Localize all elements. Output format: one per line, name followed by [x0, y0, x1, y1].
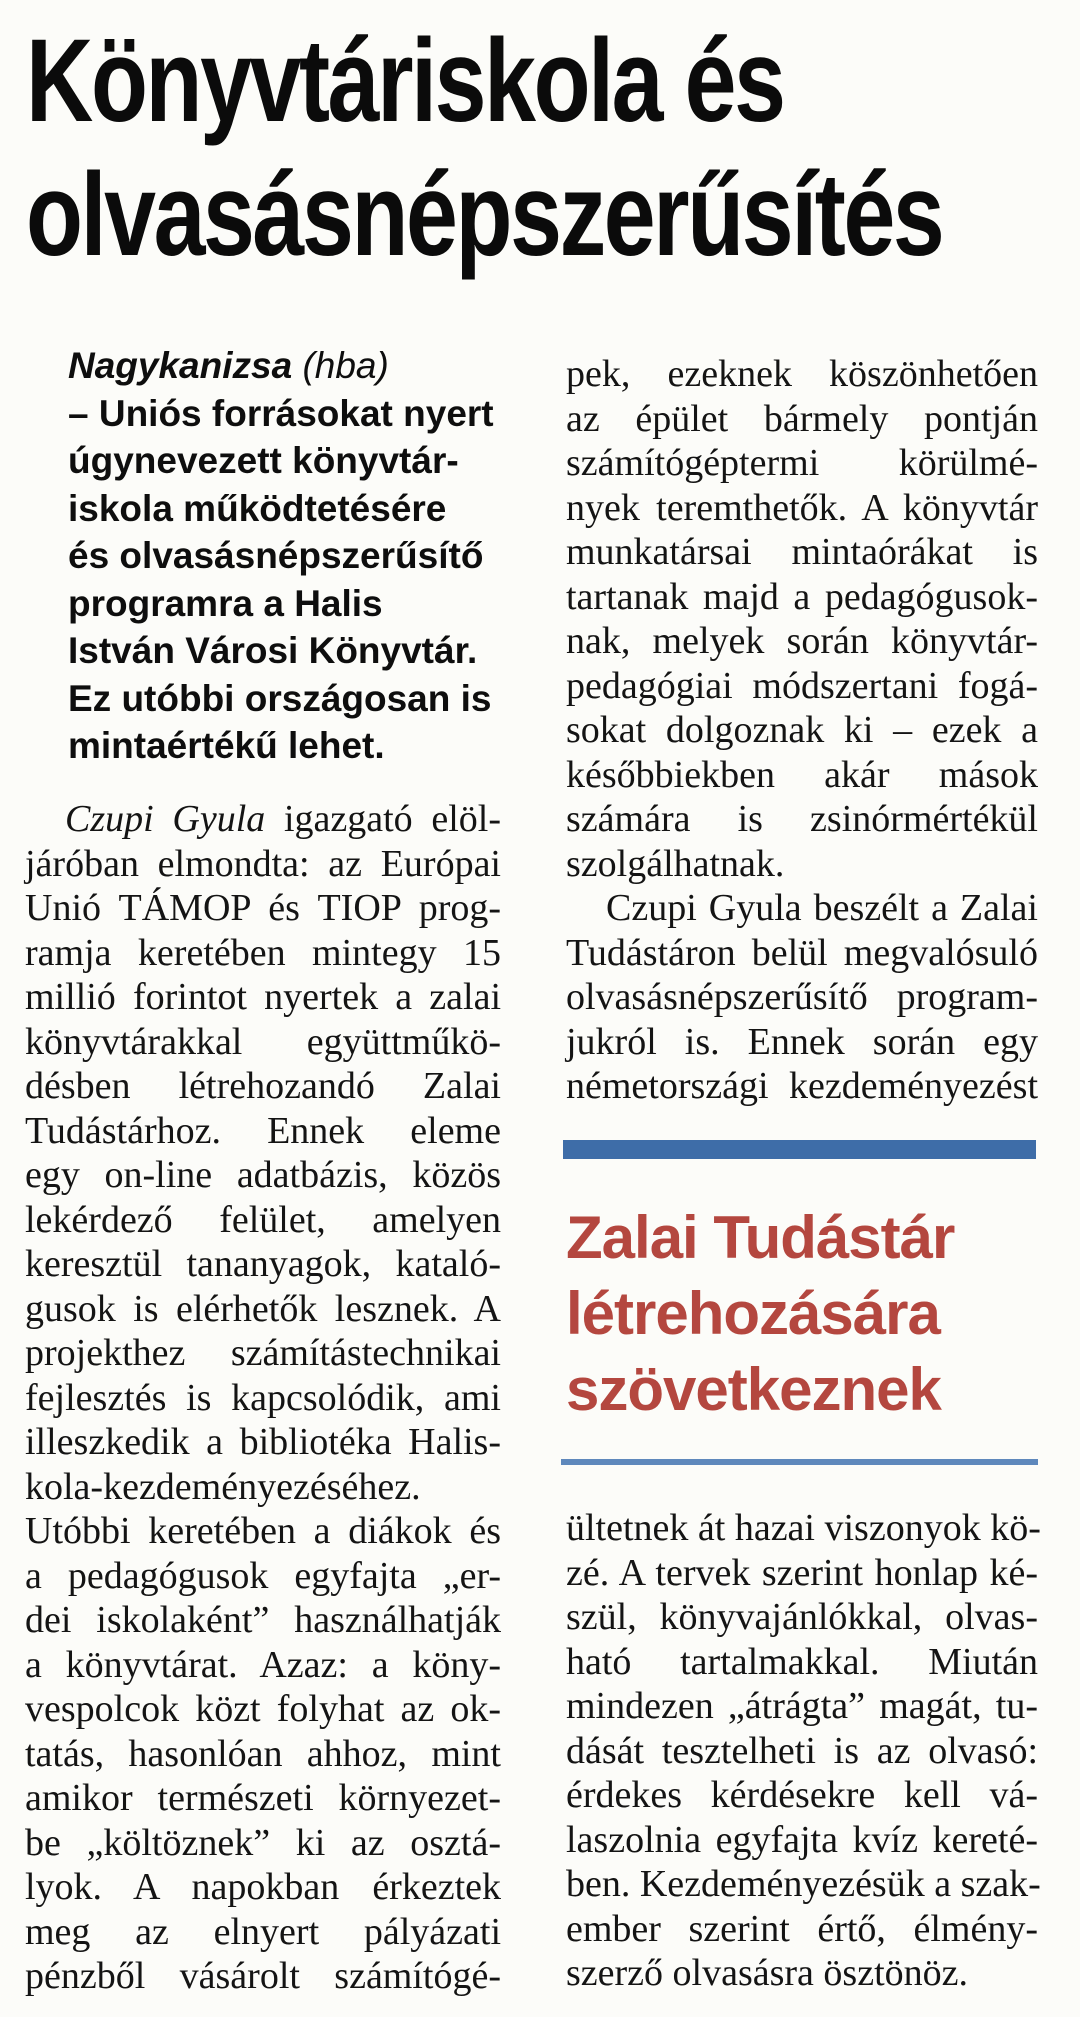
lead-byline: (hba): [302, 345, 389, 386]
text-line: Zalai Tudástár: [566, 1204, 955, 1271]
text-line: ültetnek át hazai viszonyok kö-: [566, 1507, 1041, 1549]
text-line: vespolcok közt folyhat az ok-: [25, 1688, 501, 1730]
text-line: számára is zsinórmértékül: [566, 798, 1038, 840]
text-line: – Uniós forrásokat nyert: [68, 392, 494, 434]
text-line: Czupi Gyula beszélt a Zalai: [606, 887, 1038, 929]
text-line: iskola működtetésére: [68, 487, 447, 529]
text-line: olvasásnépszerűsítő program-: [566, 976, 1038, 1018]
text-line: járóban elmondta: az Európai: [25, 842, 501, 885]
text-line: kola-kezdeményezéséhez.: [25, 1465, 421, 1508]
text-line: későbbiekben akár mások: [566, 753, 1038, 796]
text-line: a könyvtárat. Azaz: a köny-: [25, 1643, 501, 1686]
text-line: létrehozására: [566, 1280, 940, 1347]
text-line: szül, könyvajánlókkal, olvas-: [566, 1596, 1038, 1638]
text-line: illeszkedik a bibliotéka Halis-: [25, 1421, 501, 1463]
text-line: munkatársai mintaórákat is: [566, 531, 1038, 573]
text-line: egy on-line adatbázis, közös: [25, 1154, 501, 1196]
text-line: szolgálhatnak.: [566, 842, 785, 885]
body-column-right-bottom: [566, 1506, 1041, 1996]
text-line: lyok. A napokban érkeztek: [25, 1866, 501, 1908]
text-line: az épület bármely pontján: [566, 397, 1038, 440]
text-line: nak, melyek során könyvtár-: [566, 620, 1038, 662]
text-line: István Városi Könyvtár.: [68, 630, 478, 671]
text-line: Czupi Gyula igazgató elöl-: [65, 798, 502, 840]
text-line: Utóbbi keretében a diákok és: [25, 1510, 501, 1552]
text-line: millió forintot nyertek a zalai: [25, 976, 501, 1018]
text-line: tatás, hasonlóan ahhoz, mint: [25, 1732, 501, 1775]
headline-line-2: olvasásnépszerűsítés: [26, 149, 943, 281]
text-line: ramja keretében mintegy 15: [25, 931, 501, 974]
lead-dateline: [68, 342, 488, 390]
text-line: ben. Kezdeményezésük a szak-: [566, 1863, 1041, 1905]
lead-paragraph: [68, 342, 494, 770]
text-line: sokat dolgoznak ki – ezek a: [566, 709, 1038, 751]
text-line: laszolnia egyfajta kvíz kereté-: [566, 1818, 1038, 1861]
text-line: ható tartalmakkal. Miután: [566, 1640, 1038, 1683]
text-line: és olvasásnépszerűsítő: [68, 535, 484, 576]
text-line: pek, ezeknek köszönhetően: [566, 353, 1038, 395]
text-line: számítógéptermi körülmé-: [566, 442, 1038, 484]
lead-lines: [68, 390, 494, 770]
text-line: désben létrehozandó Zalai: [25, 1065, 501, 1107]
text-line: be „költöznek” ki az osztá-: [25, 1821, 501, 1864]
text-line: úgynevezett könyvtár-: [68, 440, 459, 481]
text-line: Unió TÁMOP és TIOP prog-: [25, 887, 501, 929]
text-line: amikor természeti környezet-: [25, 1777, 501, 1819]
section-divider-bottom: [561, 1459, 1038, 1465]
text-line: dását tesztelheti is az olvasó:: [566, 1729, 1038, 1772]
body-column-right-top: [566, 352, 1038, 1109]
text-line: pedagógiai módszertani fogá-: [566, 664, 1038, 707]
text-line: ember szerint értő, élmény-: [566, 1907, 1038, 1950]
body-column-left: [25, 797, 501, 1999]
section-divider-top: [563, 1140, 1036, 1159]
text-line: meg az elnyert pályázati: [25, 1910, 501, 1953]
pull-quote-heading: [566, 1200, 1038, 1428]
text-line: Tudástárhoz. Ennek eleme: [25, 1109, 501, 1152]
text-line: szövetkeznek: [566, 1356, 941, 1423]
text-line: tartanak majd a pedagógusok-: [566, 575, 1038, 618]
text-line: zé. A tervek szerint honlap ké-: [566, 1551, 1038, 1594]
text-line: érdekes kérdésekre kell vá-: [566, 1774, 1038, 1816]
text-line: könyvtárakkal együttműkö-: [25, 1020, 501, 1063]
text-line: gusok is elérhetők lesznek. A: [25, 1287, 501, 1330]
text-line: projekthez számítástechnikai: [25, 1332, 501, 1374]
text-line: jukról is. Ennek során egy: [566, 1020, 1038, 1063]
text-line: dei iskolaként” használhatják: [25, 1599, 501, 1641]
text-line: keresztül tananyagok, kataló-: [25, 1243, 501, 1285]
text-line: fejlesztés is kapcsolódik, ami: [25, 1376, 501, 1419]
text-line: programra a Halis: [68, 582, 383, 624]
lead-location: Nagykanizsa: [68, 345, 293, 386]
text-line: lekérdező felület, amelyen: [25, 1198, 501, 1241]
text-line: mindezen „átrágta” magát, tu-: [566, 1685, 1038, 1727]
text-line: pénzből vásárolt számítógé-: [25, 1955, 501, 1997]
text-line: a pedagógusok egyfajta „er-: [25, 1554, 501, 1597]
text-line: németországi kezdeményezést: [566, 1065, 1038, 1107]
text-line: Tudástáron belül megvalósuló: [566, 931, 1038, 974]
text-line: szerző olvasásra ösztönöz.: [566, 1952, 969, 1994]
text-line: mintaértékű lehet.: [68, 725, 385, 766]
text-line: Ez utóbbi országosan is: [68, 677, 492, 719]
text-line: nyek teremthetők. A könyvtár: [566, 486, 1038, 529]
headline-line-1: Könyvtáriskola és: [26, 15, 784, 147]
article-headline: [26, 14, 1080, 282]
